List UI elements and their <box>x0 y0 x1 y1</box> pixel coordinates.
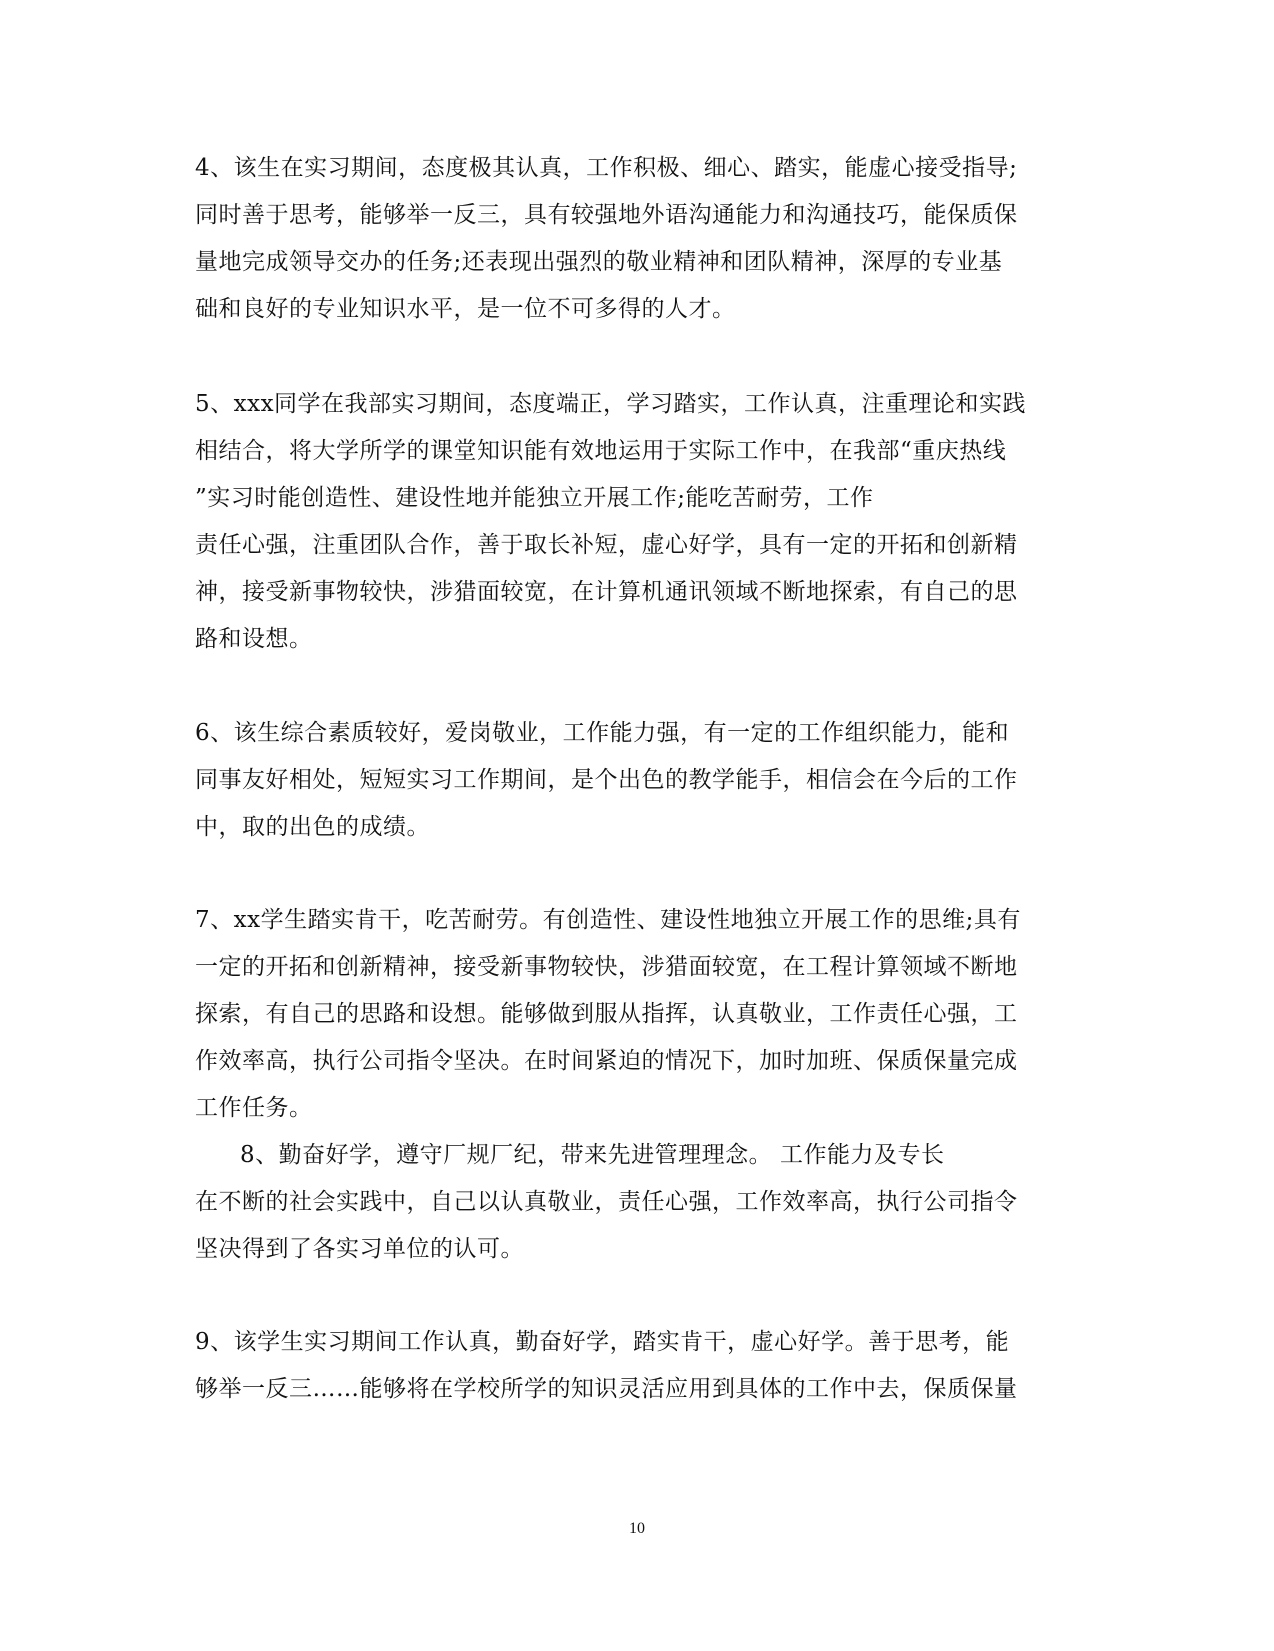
paragraph-4-line-1: 4、该生在实习期间，态度极其认真，工作积极、细心、踏实，能虚心接受指导; <box>195 155 1018 181</box>
paragraph-8-line-1: 8、勤奋好学，遵守厂规厂纪，带来先进管理理念。 工作能力及专长 <box>240 1142 945 1168</box>
paragraph-4-line-3: 量地完成领导交办的任务;还表现出强烈的敬业精神和团队精神，深厚的专业基 <box>195 249 1003 275</box>
paragraph-6-line-1: 6、该生综合素质较好，爱岗敬业，工作能力强，有一定的工作组织能力，能和 <box>195 720 1010 746</box>
paragraph-5-line-4: 责任心强，注重团队合作，善于取长补短，虚心好学，具有一定的开拓和创新精 <box>195 532 1018 558</box>
paragraph-4-line-4: 础和良好的专业知识水平，是一位不可多得的人才。 <box>195 296 736 322</box>
paragraph-8-line-3: 坚决得到了各实习单位的认可。 <box>195 1236 524 1262</box>
paragraph-7-line-4: 作效率高，执行公司指令坚决。在时间紧迫的情况下，加时加班、保质保量完成 <box>195 1048 1018 1074</box>
page-number: 10 <box>629 1520 645 1537</box>
paragraph-7-line-5: 工作任务。 <box>195 1095 313 1121</box>
paragraph-6-line-3: 中，取的出色的成绩。 <box>195 814 430 840</box>
paragraph-9-line-2: 够举一反三……能够将在学校所学的知识灵活应用到具体的工作中去，保质保量 <box>195 1376 1018 1402</box>
paragraph-7-line-3: 探索，有自己的思路和设想。能够做到服从指挥，认真敬业，工作责任心强，工 <box>195 1001 1018 1027</box>
paragraph-8-line-2: 在不断的社会实践中，自己以认真敬业，责任心强，工作效率高，执行公司指令 <box>195 1189 1018 1215</box>
paragraph-7-line-2: 一定的开拓和创新精神，接受新事物较快，涉猎面较宽，在工程计算领域不断地 <box>195 954 1018 980</box>
paragraph-5-line-5: 神，接受新事物较快，涉猎面较宽，在计算机通讯领域不断地探索，有自己的思 <box>195 579 1018 605</box>
paragraph-5-line-6: 路和设想。 <box>195 626 313 652</box>
paragraph-6-line-2: 同事友好相处，短短实习工作期间，是个出色的教学能手，相信会在今后的工作 <box>195 767 1018 793</box>
paragraph-5-line-2: 相结合，将大学所学的课堂知识能有效地运用于实际工作中，在我部“重庆热线 <box>195 438 1007 464</box>
paragraph-9-line-1: 9、该学生实习期间工作认真，勤奋好学，踏实肯干，虚心好学。善于思考，能 <box>195 1329 1010 1355</box>
paragraph-5-line-3: ”实习时能创造性、建设性地并能独立开展工作;能吃苦耐劳，工作 <box>195 485 874 511</box>
paragraph-7-line-1: 7、xx学生踏实肯干，吃苦耐劳。有创造性、建设性地独立开展工作的思维;具有 <box>195 907 1021 933</box>
paragraph-4-line-2: 同时善于思考，能够举一反三，具有较强地外语沟通能力和沟通技巧，能保质保 <box>195 202 1018 228</box>
paragraph-5-line-1: 5、xxx同学在我部实习期间，态度端正，学习踏实，工作认真，注重理论和实践 <box>195 391 1027 417</box>
